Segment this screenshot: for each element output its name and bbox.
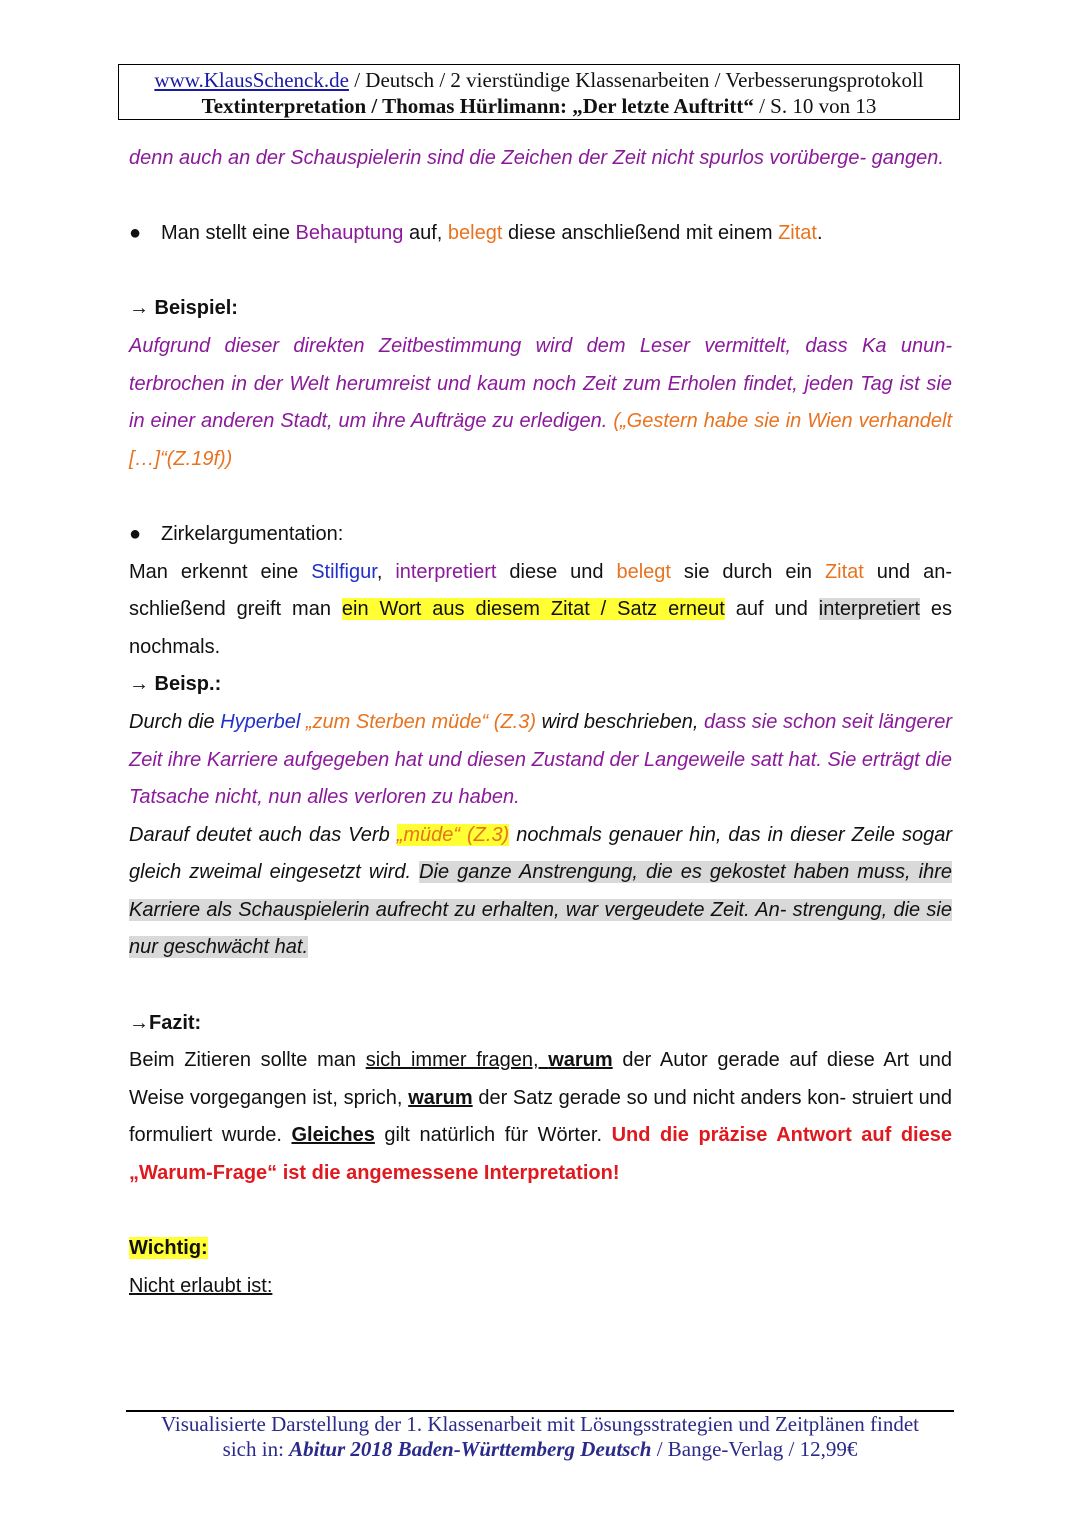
- beisp-paragraph-2: [129, 817, 952, 967]
- text: Beim Zitieren sollte man: [129, 1049, 366, 1072]
- text: Man erkennt eine: [129, 560, 312, 583]
- bullet-icon: ●: [129, 222, 142, 245]
- term-belegt: belegt: [616, 560, 671, 583]
- term-behauptung: Behauptung: [295, 222, 404, 245]
- text: nochmals genauer hin, das in dieser Zeile sogar gleich zweimal eingesetzt wird.: [129, 823, 953, 884]
- beispiel-text: Aufgrund dieser direkten Zeitbestimmung wird dem Leser vermittelt, dass Ka unun- terbrochen in der Welt herumreist und kaum noch Zeit zum Erholen findet, jeden Tag ist sie in einer anderen Stadt, um ihre Aufträge zu erledigen.: [129, 334, 952, 433]
- header-line-1: [119, 67, 959, 93]
- warum-1: warum: [548, 1049, 613, 1072]
- header-title: Textinterpretation / Thomas Hürlimann: „Der letzte Auftritt“: [201, 94, 754, 118]
- nicht-erlaubt: [129, 1268, 952, 1306]
- beispiel-heading: → Beispiel:: [129, 297, 238, 320]
- page-header: [118, 64, 960, 120]
- text: sich in:: [222, 1437, 290, 1461]
- warum-2: warum: [408, 1086, 473, 1109]
- text: wird beschrieben,: [536, 710, 704, 733]
- highlight-grey: interpretiert: [818, 598, 920, 621]
- fazit-paragraph: [129, 1042, 952, 1192]
- book-title: Abitur 2018 Baden-Württemberg Deutsch: [289, 1437, 652, 1461]
- bullet-icon: ●: [129, 522, 142, 545]
- underlined-text: sich immer fragen,: [365, 1049, 549, 1072]
- website-link[interactable]: www.KlausSchenck.de: [154, 68, 349, 92]
- quote-zum-sterben-muede: „zum Sterben müde“ (Z.3): [300, 710, 537, 733]
- term-stilfigur: Stilfigur: [311, 560, 377, 583]
- nicht-erlaubt-text: Nicht erlaubt ist:: [129, 1274, 273, 1297]
- quote-muede: „müde“ (Z.3): [396, 823, 510, 846]
- highlight-grey-text: Die ganze Anstrengung, die es gekostet haben muss, ihre Karriere als Schauspielerin aufrecht zu erhalten, war vergeudete Zeit. An- strengung, die sie nur geschwächt hat.: [129, 861, 952, 959]
- footer-line-2: [126, 1437, 954, 1462]
- term-zitat: Zitat: [778, 222, 817, 245]
- text: / Bange-Verlag / 12,99€: [651, 1437, 858, 1461]
- term-hyperbel: Hyperbel: [220, 710, 301, 733]
- highlight-yellow: ein Wort aus diesem Zitat / Satz erneut: [341, 598, 725, 621]
- text: der Satz gerade so und nicht anders kon- struiert und formuliert wurde.: [129, 1086, 952, 1147]
- text: .: [817, 222, 823, 245]
- text: sie durch ein: [670, 560, 825, 583]
- wichtig-label: Wichtig:: [129, 1237, 208, 1260]
- beispiel-quote: („Gestern habe sie in Wien verhandelt […]“(Z.19f)): [129, 410, 953, 470]
- text: Durch die: [129, 710, 221, 733]
- beispiel-paragraph: [129, 328, 952, 478]
- text: auf und: [724, 598, 819, 621]
- text: der Autor gerade auf diese Art und Weise vorgegangen ist, sprich,: [129, 1049, 952, 1109]
- term-zitat: Zitat: [824, 560, 864, 583]
- term-belegt: belegt: [447, 222, 503, 245]
- text: und an- schließend greift man: [129, 560, 953, 621]
- fazit-heading: →Fazit:: [129, 1011, 202, 1034]
- text: diese und: [496, 560, 617, 583]
- page-footer: [126, 1412, 954, 1462]
- document-body: [129, 140, 952, 1305]
- term-interpretiert: interpretiert: [395, 560, 497, 583]
- wichtig-heading: [129, 1230, 952, 1268]
- text: ,: [376, 560, 396, 583]
- text: gilt natürlich für Wörter.: [374, 1124, 612, 1147]
- beisp-heading: → Beisp.:: [129, 673, 222, 696]
- gleiches: Gleiches: [291, 1124, 375, 1147]
- text: Darauf deutet auch das Verb: [129, 823, 397, 846]
- header-breadcrumb: / Deutsch / 2 vierstündige Klassenarbeiten / Verbesserungsprotokoll: [348, 68, 924, 92]
- text: diese anschließend mit einem: [502, 222, 779, 245]
- bullet-behauptung: [129, 215, 952, 253]
- bullet-title: Zirkelargumentation:: [161, 522, 344, 545]
- footer-line-1: Visualisierte Darstellung der 1. Klassenarbeit mit Lösungsstrategien und Zeitplänen findet: [160, 1412, 920, 1436]
- beisp-paragraph-1: [129, 704, 952, 817]
- page-number: / S. 10 von 13: [753, 94, 877, 118]
- zirkel-paragraph: [129, 554, 952, 667]
- interpretation-text: dass sie schon seit längerer Zeit ihre Karriere aufgegeben hat und diesen Zustand der Langeweile satt hat. Sie erträgt die Tatsache nicht, nun alles verloren zu haben.: [129, 710, 952, 809]
- text: es nochmals.: [129, 598, 953, 658]
- text: Man stellt eine: [161, 222, 296, 245]
- header-line-2: [119, 93, 959, 119]
- text: auf,: [403, 222, 448, 245]
- bullet-zirkelargumentation: [129, 516, 952, 554]
- intro-paragraph: denn auch an der Schauspielerin sind die Zeichen der Zeit nicht spurlos vorüberge- gangen.: [129, 147, 944, 169]
- fazit-conclusion: Und die präzise Antwort auf diese „Warum-Frage“ ist die angemessene Interpretation!: [129, 1124, 952, 1185]
